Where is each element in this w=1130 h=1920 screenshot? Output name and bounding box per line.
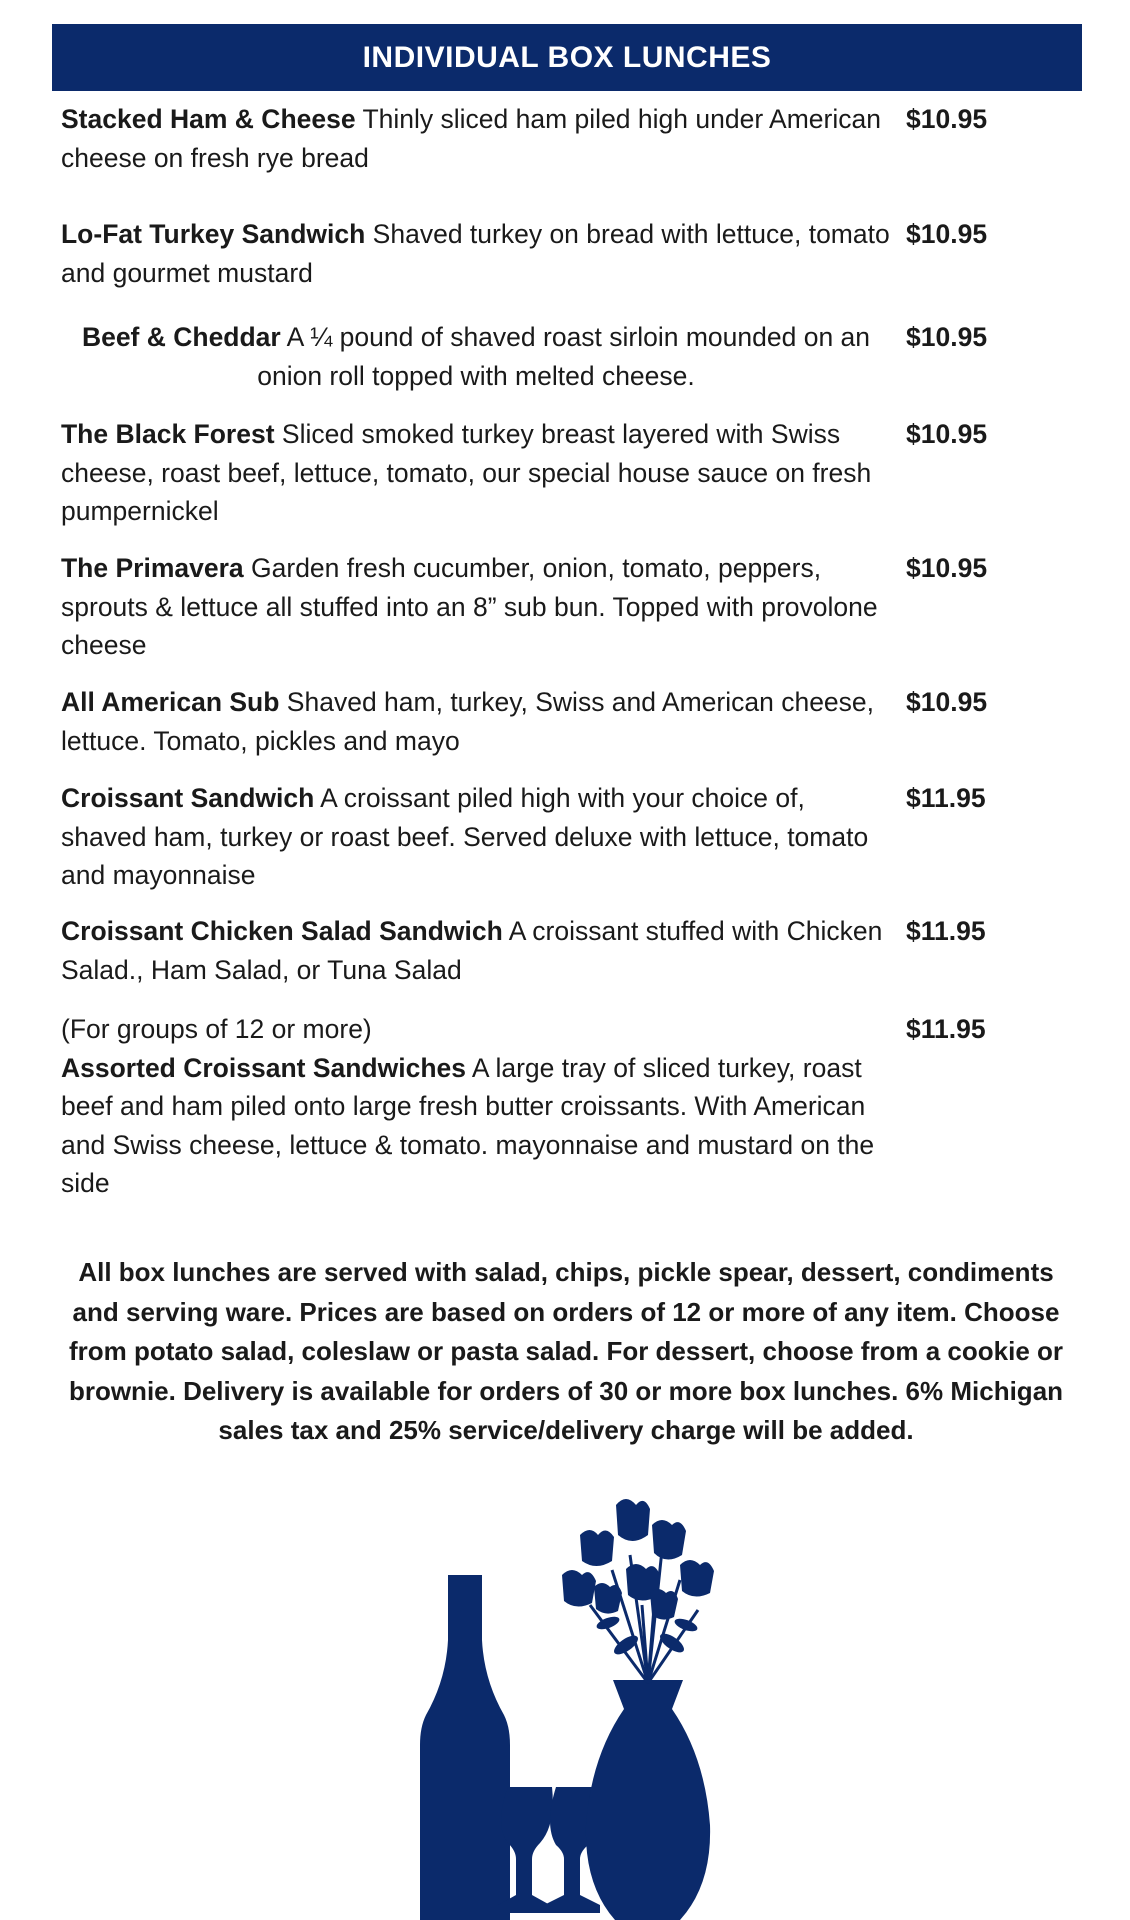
menu-item-text — [61, 683, 891, 760]
menu-item-prefix: (For groups of 12 or more) — [61, 1014, 372, 1044]
menu-item-assorted-croissants — [61, 1010, 1061, 1203]
menu-item-price: $10.95 — [906, 219, 988, 249]
wine-bottle-shape — [420, 1575, 510, 1920]
menu-item-name: Croissant Sandwich — [61, 783, 315, 813]
menu-item-description: Shaved turkey on bread with lettuce, tomato and gourmet mustard — [61, 219, 890, 288]
menu-item-name: Croissant Chicken Salad Sandwich — [61, 916, 503, 946]
menu-item-text — [61, 549, 891, 665]
menu-item-beef-cheddar — [61, 318, 1061, 395]
menu-item-text — [61, 215, 891, 292]
menu-item-text — [61, 912, 891, 989]
menu-item-description: Thinly sliced ham piled high under American cheese on fresh rye bread — [61, 104, 881, 173]
menu-item-price: $11.95 — [906, 783, 986, 813]
menu-item-name: Assorted Croissant Sandwiches — [61, 1052, 466, 1083]
menu-item-price: $11.95 — [906, 1014, 986, 1044]
menu-item-text — [66, 318, 886, 395]
menu-item-text — [61, 1010, 891, 1203]
menu-item-name: Stacked Ham & Cheese — [61, 104, 356, 134]
menu-item-all-american-sub — [61, 683, 1061, 760]
menu-item-name: The Primavera — [61, 553, 244, 583]
menu-item-stacked-ham-cheese — [61, 100, 1061, 177]
wine-bottle-glasses-vase-flowers-icon — [380, 1495, 800, 1920]
menu-item-lo-fat-turkey — [61, 215, 1061, 292]
menu-item-description: A ¼ pound of shaved roast sirloin mounded on an onion roll topped with melted cheese. — [257, 322, 871, 391]
menu-item-price: $10.95 — [906, 322, 988, 352]
vase-shape — [586, 1680, 710, 1920]
menu-item-price: $10.95 — [906, 104, 988, 134]
menu-item-description: A croissant piled high with your choice of, shaved ham, turkey or roast beef. Served deluxe with lettuce, tomato and mayonnaise — [61, 783, 869, 890]
menu-item-description: A croissant stuffed with Chicken Salad., Ham Salad, or Tuna Salad — [61, 916, 883, 985]
menu-item-text — [61, 779, 891, 895]
menu-item-price: $11.95 — [906, 916, 986, 946]
menu-item-price: $10.95 — [906, 553, 988, 583]
menu-item-black-forest — [61, 415, 1061, 531]
menu-item-description: A large tray of sliced turkey, roast beef and ham piled onto large fresh butter croissants. With American and Swiss cheese, lettuce & tomato. mayonnaise and mustard on the side — [61, 1052, 875, 1198]
menu-item-price: $10.95 — [906, 419, 988, 449]
menu-item-name: Lo-Fat Turkey Sandwich — [61, 219, 366, 249]
section-header — [52, 24, 1082, 91]
menu-item-description: Garden fresh cucumber, onion, tomato, peppers, sprouts & lettuce all stuffed into an 8” sub bun. Topped with provolone cheese — [61, 553, 878, 660]
menu-item-text — [61, 100, 891, 177]
menu-item-price: $10.95 — [906, 687, 988, 717]
menu-item-croissant-chicken-salad — [61, 912, 1061, 989]
menu-item-description: Shaved ham, turkey, Swiss and American cheese, lettuce. Tomato, pickles and mayo — [61, 687, 875, 756]
footer-note: All box lunches are served with salad, chips, pickle spear, dessert, condiments and serving ware. Prices are based on orders of 12 or more of any item. Choose from potato salad, coleslaw or pasta salad. For dessert, choose from a cookie or brownie. Delivery is available for orders of 30 or more box lunches. 6% Michigan sales tax and 25% service/delivery charge will be added. — [68, 1257, 1064, 1445]
menu-item-primavera — [61, 549, 1061, 665]
menu-item-text — [61, 415, 891, 531]
section-title: INDIVIDUAL BOX LUNCHES — [362, 40, 772, 74]
menu-item-description: Sliced smoked turkey breast layered with Swiss cheese, roast beef, lettuce, tomato, our special house sauce on fresh pumpernickel — [61, 419, 872, 526]
menu-item-name: The Black Forest — [61, 419, 275, 449]
menu-item-name: All American Sub — [61, 687, 280, 717]
menu-item-name: Beef & Cheddar — [81, 322, 281, 352]
menu-item-croissant-sandwich — [61, 779, 1061, 895]
